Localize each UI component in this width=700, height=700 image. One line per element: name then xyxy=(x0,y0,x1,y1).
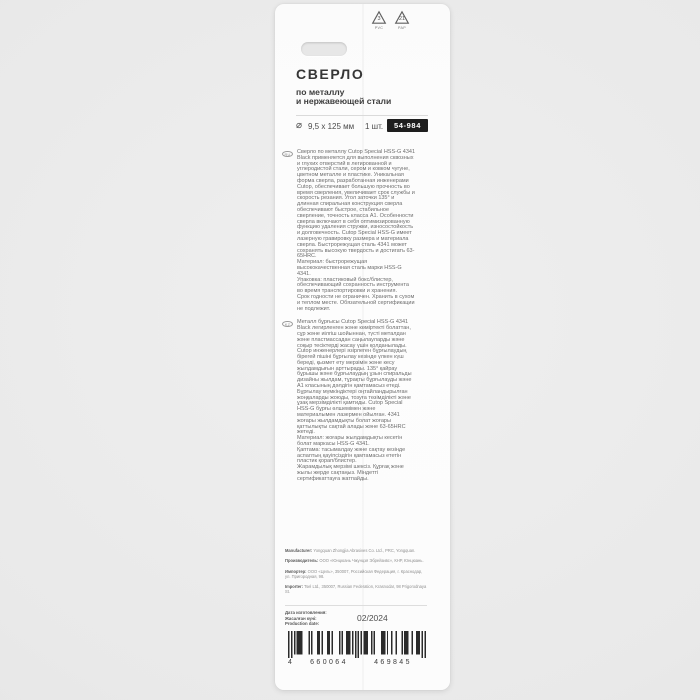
paragraph: Металл бұрғысы Cutop Special HSS-G 4341 Black легирленген және көміртекті болаттан, сұр және иілгіш шойыннан, түсті металдан және пластмассадан саңылауларды және соқыр тесіктерді жасау үшін қолданылады. Cutop инженерлері әзірлеген бұрғылаудың бірегей пішіні бұрғылау кезінде үлкен күш береді, қызмет ету мерзімін және кесу жылдамдығын арттырады. 135° қайрау бұрышы және бұрғылаудың ұзын спиральды дизайны жылдам, тұрақты бұрғылауды және А1 класының дәлдігін қамтамасыз етеді. Бұрғылау мүмкіндіктері оңтайландырылған жоңқаларды жоюды, тозуға төзімділікті және ұзақ мерзімділікті қамтиды. Cutop Special HSS-G бұрғы өлшемімен және материалымен лазермен ойылған. 4341 жоғары жылдамдықты болат жоғары қаттылықты сақтай алады және 63-65HRC жетеді. xyxy=(297,319,412,436)
divider xyxy=(285,605,427,606)
production-date-labels xyxy=(285,610,327,627)
description-section xyxy=(275,150,450,491)
recycling-material-label: PAP xyxy=(397,25,406,30)
paragraph: Қаптама: тасымалдау және сақтау кезінде аспаптың қауіпсіздігін қамтамасыз ететін пластик қорап/блистер. xyxy=(297,446,406,465)
description-ru-text xyxy=(297,150,415,312)
barcode-digits-left: 660064 xyxy=(310,658,348,666)
barcode xyxy=(288,631,426,666)
manufacturer-line xyxy=(285,549,427,554)
product-subtitle xyxy=(296,88,391,106)
size-value: 9,5 x 125 мм xyxy=(308,122,355,131)
legal-text: Yongquan Zhongjia Abrasives Co. Ltd., PRC, Yongquan. xyxy=(312,548,416,553)
recycling-icons xyxy=(370,10,411,30)
description-ru xyxy=(275,150,450,312)
barcode-digits-right: 469845 xyxy=(374,658,412,666)
recycling-code: 21 xyxy=(398,15,406,22)
hang-slot xyxy=(301,42,347,56)
barcode-digit-first: 4 xyxy=(288,658,292,666)
legal-text: ООО «Цель», 350007, Российская Федерация, г. Краснодар, ул. Пригородная, 98. xyxy=(285,568,423,579)
paragraph: Упаковка: пластиковый бокс/блистер, обеспечивающий сохранность инструмента во время транспортировки и хранения. xyxy=(297,276,409,295)
diameter-icon: ⌀ xyxy=(296,120,303,131)
legal-label: Importer: xyxy=(285,584,303,590)
barcode-digits xyxy=(288,659,426,666)
legal-info xyxy=(285,549,427,600)
production-date-value: 02/2024 xyxy=(357,613,388,623)
description-kz xyxy=(275,320,450,482)
paragraph: Материал: быстрорежущая высококачественная сталь марки HSS-G 4341. xyxy=(297,259,402,277)
date-label-en: Production date: xyxy=(285,621,320,626)
lang-badge-ru: RU xyxy=(282,151,293,158)
paragraph: Срок годности не ограничен. Хранить в сухом и теплом месте. Обязательной сертификации не подлежит. xyxy=(297,293,415,312)
subtitle-line-2: и нержавеющей стали xyxy=(296,95,392,106)
quantity-value: 1 шт. xyxy=(365,122,384,131)
manufacturer-line-ru xyxy=(285,559,427,564)
subtitle-line-1: по металлу xyxy=(296,87,345,97)
importer-line-ru xyxy=(285,570,427,580)
date-label-ru: Дата изготовления: xyxy=(285,610,327,615)
legal-text: ООО «Юнцюань Чжунцзя Эбрейзивс», КНР, Юнцюань. xyxy=(318,558,424,564)
sku-badge: 54-984 xyxy=(387,119,428,133)
date-label-kz: Жасалған күні: xyxy=(285,615,317,621)
recycling-pap-icon xyxy=(393,10,411,30)
legal-label: Импортер: xyxy=(285,568,307,574)
legal-label: Manufacturer: xyxy=(285,548,313,553)
paragraph: Материал: жоғары жылдамдықты кесетін болат маркасы HSS-G 4341. xyxy=(297,435,403,448)
description-kz-text xyxy=(297,320,415,482)
legal-label: Производитель: xyxy=(285,558,319,564)
package-back-card xyxy=(275,4,450,690)
paragraph: Жарамдылық мерзімі шексіз. Құрғақ және жылы жерде сақтаңыз. Міндетті сертификаттауға жатпайды. xyxy=(297,464,404,482)
legal-text: Tsel Ltd., 350007, Russian Federation, Krasnodar, 98 Prigorodnaya St. xyxy=(285,584,427,595)
recycling-material-label: PVC xyxy=(374,25,384,30)
recycling-pvc-icon xyxy=(370,10,388,30)
recycling-code: 3 xyxy=(377,15,381,22)
divider xyxy=(296,115,428,116)
product-title: СВЕРЛО xyxy=(296,66,365,82)
paragraph: Сверло по металлу Cutop Special HSS-G 4341 Black применяется для выполнения сквозных и глухих отверстий в легированной и углеродистой стали, сером и ковком чугуне, цветном металле и пластике. Уникальная форма сверла, разработанная инженерами Cutop, обеспечивает большую прочность во время сверления, увеличивает срок службы и скорость резания. Угол заточки 135° и длинная спиральная конструкция сверла обеспечивают быстрое, стабильное сверление, точность класса А1. Особенности сверла включают в себя оптимизированную функцию удаления стружки, износостойкость и долговечность. Cutop Special HSS-G имеет лазерную гравировку размера и материала сверла. Быстрорежущая сталь 4341 может сохранять высокую твердость и достигать 63-65HRC. xyxy=(297,149,416,260)
importer-line xyxy=(285,585,427,595)
lang-badge-kz: KZ xyxy=(282,321,293,328)
barcode-bars xyxy=(288,631,426,658)
